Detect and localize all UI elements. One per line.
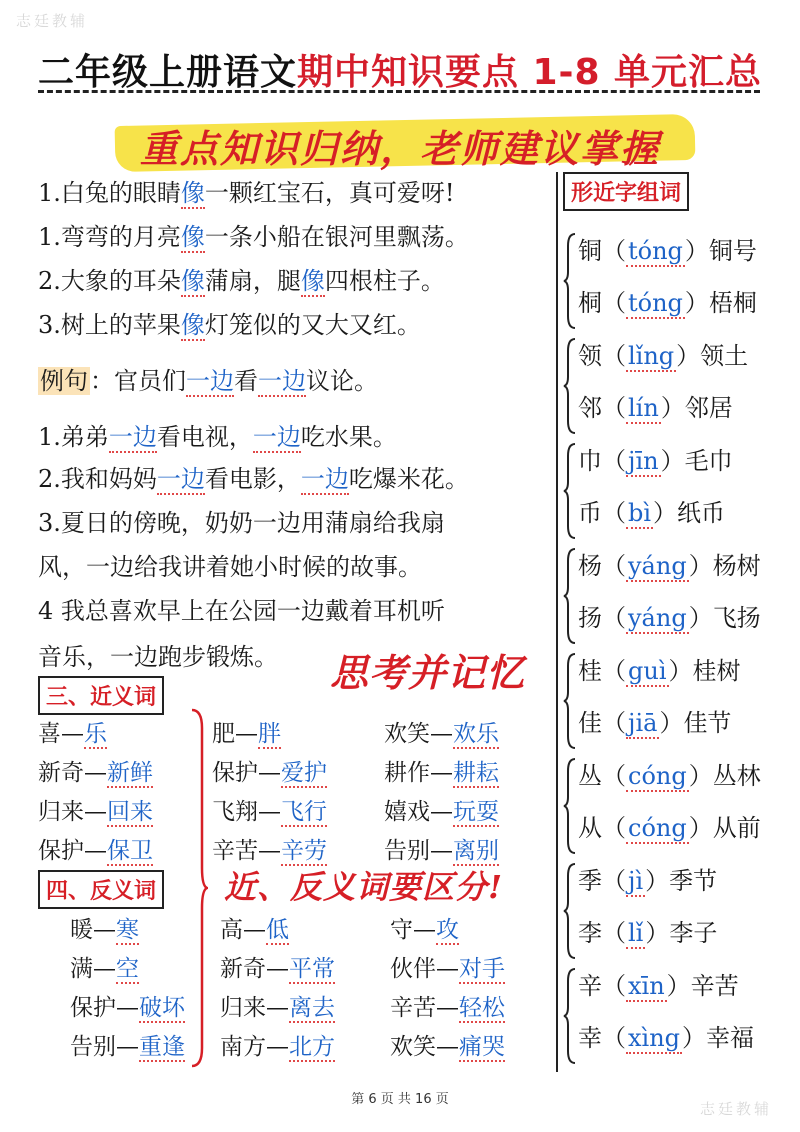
column-divider — [556, 172, 558, 1072]
pair-answer: 离别 — [453, 838, 499, 864]
sentence-fragment: 灯笼似的又大又红。 — [204, 311, 421, 339]
keyword-yibian: 一边 — [156, 465, 205, 493]
antonym-pair — [390, 1031, 505, 1063]
paren-open: （ — [602, 499, 626, 527]
title-grade: 二年级上册语文 — [37, 52, 297, 93]
word: 飞扬 — [712, 604, 761, 632]
pair-head: 告别— — [384, 838, 453, 864]
page-title — [0, 44, 800, 95]
pinyin: xīn — [628, 972, 665, 1000]
paren-close: ） — [645, 867, 670, 895]
keyword-xiang: 像 — [180, 311, 205, 339]
antonym-pair — [390, 992, 505, 1024]
sentence-fragment: 四根柱子。 — [324, 267, 445, 295]
pair-answer: 玩耍 — [453, 799, 499, 825]
banner-text: 重点知识归纳，老师建议掌握 — [139, 126, 660, 171]
pinyin: jīn — [628, 447, 659, 475]
char-entry — [578, 286, 757, 320]
paren-open: （ — [602, 867, 626, 895]
char: 币 — [578, 499, 602, 527]
pair-head: 保护— — [70, 995, 139, 1021]
paren-open: （ — [602, 709, 626, 737]
char: 扬 — [578, 604, 602, 632]
simile-sentence — [38, 308, 421, 342]
char: 辛 — [578, 972, 602, 1000]
sentence-fragment: 一条小船在银河里飘荡。 — [204, 223, 469, 251]
pinyin: yáng — [628, 552, 687, 580]
pinyin: cóng — [628, 814, 687, 842]
pinyin: lǐ — [628, 919, 644, 947]
pair-answer: 平常 — [289, 956, 335, 982]
char: 从 — [578, 814, 602, 842]
pair-answer: 保卫 — [107, 838, 153, 864]
char: 佳 — [578, 709, 602, 737]
word: 领土 — [700, 342, 749, 370]
pinyin: guì — [628, 657, 667, 685]
keyword-xiang: 像 — [180, 267, 205, 295]
keyword-xiang: 像 — [180, 223, 205, 251]
word: 从前 — [712, 814, 761, 842]
sentence-fragment: 3.树上的苹果 — [38, 311, 181, 339]
paren-close: ） — [653, 499, 678, 527]
pinyin: yáng — [628, 604, 687, 632]
example-label: 例句 — [40, 367, 88, 395]
paren-close: ） — [660, 394, 685, 422]
pair-answer: 乐 — [84, 721, 107, 747]
char-entry — [578, 811, 761, 845]
pinyin: jì — [628, 867, 644, 895]
pair-answer: 离去 — [289, 995, 335, 1021]
word: 毛巾 — [684, 447, 733, 475]
sentence-line: 3.夏日的傍晚，奶奶一边用蒲扇给我扇 — [38, 509, 445, 537]
pair-answer: 轻松 — [459, 995, 505, 1021]
sentence-fragment: 吃爆米花。 — [348, 465, 469, 493]
pair-answer: 欢乐 — [453, 721, 499, 747]
pair-head: 告别— — [70, 1034, 139, 1060]
pair-answer: 耕耘 — [453, 760, 499, 786]
word: 李子 — [669, 919, 718, 947]
yibian-sentence — [38, 420, 397, 454]
pair-head: 耕作— — [384, 760, 453, 786]
synonym-pair — [38, 796, 153, 828]
paren-open: （ — [602, 342, 626, 370]
pair-head: 暖— — [70, 917, 116, 943]
pair-answer: 回来 — [107, 799, 153, 825]
title-divider — [38, 90, 760, 93]
pinyin: tóng — [628, 289, 683, 317]
sentence-fragment: 1.弟弟 — [38, 423, 109, 451]
char-entry — [578, 549, 761, 583]
sentence-fragment: 1.弯弯的月亮 — [38, 223, 181, 251]
char-entry — [578, 916, 717, 950]
pair-answer: 爱护 — [281, 760, 327, 786]
sentence-fragment: 2.我和妈妈 — [38, 465, 157, 493]
pair-head: 南方— — [220, 1034, 289, 1060]
char: 邻 — [578, 394, 602, 422]
paren-open: （ — [602, 289, 626, 317]
synonym-pair — [38, 757, 153, 789]
antonym-pair — [70, 953, 139, 985]
word: 铜号 — [708, 237, 757, 265]
simile-sentence — [38, 176, 455, 210]
pair-answer: 辛劳 — [281, 838, 327, 864]
synonym-pair — [38, 835, 153, 867]
antonym-pair — [220, 992, 335, 1024]
word: 佳节 — [683, 709, 732, 737]
paren-close: ） — [645, 919, 670, 947]
paren-close: ） — [688, 604, 713, 632]
char-entry — [578, 339, 748, 373]
paren-open: （ — [602, 237, 626, 265]
char-entry — [578, 759, 761, 793]
char: 桂 — [578, 657, 602, 685]
pair-answer: 寒 — [116, 917, 139, 943]
paren-open: （ — [602, 552, 626, 580]
example-line: 例句：官员们一边看一边议论。 — [40, 367, 378, 395]
paren-close: ） — [659, 709, 684, 737]
paren-close: ） — [682, 1024, 707, 1052]
keyword-yibian: 一边 — [300, 465, 349, 493]
synonym-pair — [212, 718, 281, 750]
pair-answer: 新鲜 — [107, 760, 153, 786]
antonym-pair — [70, 992, 185, 1024]
pair-answer: 重逢 — [139, 1034, 185, 1060]
pair-head: 嬉戏— — [384, 799, 453, 825]
paren-open: （ — [602, 972, 626, 1000]
group-brace — [563, 232, 577, 330]
paren-close: ） — [688, 762, 713, 790]
sentence-line: 4 我总喜欢早上在公园一边戴着耳机听 — [38, 597, 445, 625]
watermark-bottom: 志廷教辅 — [700, 1100, 773, 1118]
antonym-pair — [220, 914, 289, 946]
group-brace — [563, 547, 577, 645]
paren-open: （ — [602, 604, 626, 632]
pair-head: 新奇— — [220, 956, 289, 982]
page-footer: 第 6 页 共 16 页 — [351, 1092, 449, 1107]
word: 纸币 — [677, 499, 726, 527]
group-brace — [563, 967, 577, 1065]
char-entry — [578, 444, 733, 478]
paren-open: （ — [602, 394, 626, 422]
char-entry — [578, 706, 731, 740]
paren-close: ） — [688, 814, 713, 842]
antonym-pair — [70, 1031, 185, 1063]
paren-close: ） — [676, 342, 701, 370]
paren-open: （ — [602, 447, 626, 475]
synonym-pair — [38, 718, 107, 750]
char: 丛 — [578, 762, 602, 790]
yibian-sentence — [38, 462, 469, 496]
sentence-fragment: 2.大象的耳朵 — [38, 267, 181, 295]
pair-answer: 痛哭 — [459, 1034, 505, 1060]
char: 巾 — [578, 447, 602, 475]
char-entry — [578, 969, 739, 1003]
char-entry — [578, 1021, 754, 1055]
pair-head: 保护— — [212, 760, 281, 786]
word: 桂树 — [692, 657, 741, 685]
char-entry — [578, 864, 717, 898]
pinyin: jiā — [628, 709, 658, 737]
pair-head: 归来— — [38, 799, 107, 825]
keyword-yibian: 一边 — [252, 423, 301, 451]
char-entry — [578, 234, 757, 268]
pinyin: xìng — [628, 1024, 681, 1052]
synonyms-heading: 三、近义词 — [38, 676, 164, 715]
pair-head: 辛苦— — [212, 838, 281, 864]
sentence-fragment: 蒲扇，腿 — [204, 267, 301, 295]
pair-answer: 低 — [266, 917, 289, 943]
paren-open: （ — [602, 1024, 626, 1052]
pair-answer: 攻 — [436, 917, 459, 943]
section-brace — [190, 708, 208, 1068]
pair-head: 喜— — [38, 721, 84, 747]
pinyin: cóng — [628, 762, 687, 790]
pair-head: 欢笑— — [390, 1034, 459, 1060]
sentence-fragment: 一颗红宝石，真可爱呀! — [204, 179, 455, 207]
pair-answer: 破坏 — [139, 995, 185, 1021]
watermark-top: 志廷教辅 — [16, 12, 89, 30]
sentence-fragment: 看电影， — [204, 465, 301, 493]
pair-head: 守— — [390, 917, 436, 943]
pair-answer: 胖 — [258, 721, 281, 747]
paren-close: ） — [688, 552, 713, 580]
char-entry — [578, 601, 761, 635]
paren-open: （ — [602, 657, 626, 685]
pair-head: 飞翔— — [212, 799, 281, 825]
word: 幸福 — [706, 1024, 755, 1052]
pinyin: lǐng — [628, 342, 675, 370]
simile-sentence — [38, 220, 469, 254]
char: 杨 — [578, 552, 602, 580]
antonym-pair — [390, 914, 459, 946]
word: 辛苦 — [690, 972, 739, 1000]
pair-answer: 北方 — [289, 1034, 335, 1060]
pair-head: 保护— — [38, 838, 107, 864]
char-entry — [578, 654, 741, 688]
word: 杨树 — [712, 552, 761, 580]
pair-head: 高— — [220, 917, 266, 943]
distinguish-stamp: 近、反义词要区分! — [224, 868, 504, 906]
group-brace — [563, 862, 577, 960]
pair-head: 肥— — [212, 721, 258, 747]
synonym-pair — [384, 796, 499, 828]
pinyin: tóng — [628, 237, 683, 265]
paren-close: ） — [668, 657, 693, 685]
antonym-pair — [390, 953, 505, 985]
synonym-pair — [212, 757, 327, 789]
paren-close: ） — [660, 447, 685, 475]
paren-close: ） — [684, 289, 709, 317]
paren-open: （ — [602, 814, 626, 842]
char-entry — [578, 391, 733, 425]
pinyin: lín — [628, 394, 659, 422]
antonyms-heading: 四、反义词 — [38, 870, 164, 909]
char: 桐 — [578, 289, 602, 317]
pair-head: 辛苦— — [390, 995, 459, 1021]
simile-sentence — [38, 264, 445, 298]
keyword-yibian: 一边 — [108, 423, 157, 451]
antonym-pair — [220, 953, 335, 985]
paren-close: ） — [666, 972, 691, 1000]
pinyin: bì — [628, 499, 652, 527]
think-stamp: 思考并记忆 — [330, 650, 526, 695]
word: 邻居 — [684, 394, 733, 422]
char: 季 — [578, 867, 602, 895]
sentence-fragment: 吃水果。 — [300, 423, 397, 451]
antonym-pair — [70, 914, 139, 946]
pair-head: 归来— — [220, 995, 289, 1021]
synonym-pair — [212, 796, 327, 828]
sentence-line: 音乐，一边跑步锻炼。 — [38, 643, 278, 671]
group-brace — [563, 337, 577, 435]
pair-answer: 空 — [116, 956, 139, 982]
pair-head: 欢笑— — [384, 721, 453, 747]
char: 领 — [578, 342, 602, 370]
word: 季节 — [669, 867, 718, 895]
char-entry — [578, 496, 725, 530]
sentence-fragment: 1.白兔的眼睛 — [38, 179, 181, 207]
char: 幸 — [578, 1024, 602, 1052]
group-brace — [563, 442, 577, 540]
pair-answer: 飞行 — [281, 799, 327, 825]
sentence-fragment: 看电视， — [156, 423, 253, 451]
word: 梧桐 — [708, 289, 757, 317]
paren-close: ） — [684, 237, 709, 265]
synonym-pair — [384, 757, 499, 789]
pair-head: 伙伴— — [390, 956, 459, 982]
antonym-pair — [220, 1031, 335, 1063]
pair-head: 新奇— — [38, 760, 107, 786]
paren-open: （ — [602, 919, 626, 947]
group-brace — [563, 757, 577, 855]
pair-answer: 对手 — [459, 956, 505, 982]
keyword-xiang: 像 — [300, 267, 325, 295]
similar-chars-heading: 形近字组词 — [563, 172, 689, 211]
pair-head: 满— — [70, 956, 116, 982]
title-topic: 期中知识要点 1-8 单元汇总 — [296, 52, 763, 93]
paren-open: （ — [602, 762, 626, 790]
keyword-xiang: 像 — [180, 179, 205, 207]
char: 李 — [578, 919, 602, 947]
synonym-pair — [384, 718, 499, 750]
group-brace — [563, 652, 577, 750]
char: 铜 — [578, 237, 602, 265]
sentence-line: 风，一边给我讲着她小时候的故事。 — [38, 553, 422, 581]
word: 丛林 — [712, 762, 761, 790]
